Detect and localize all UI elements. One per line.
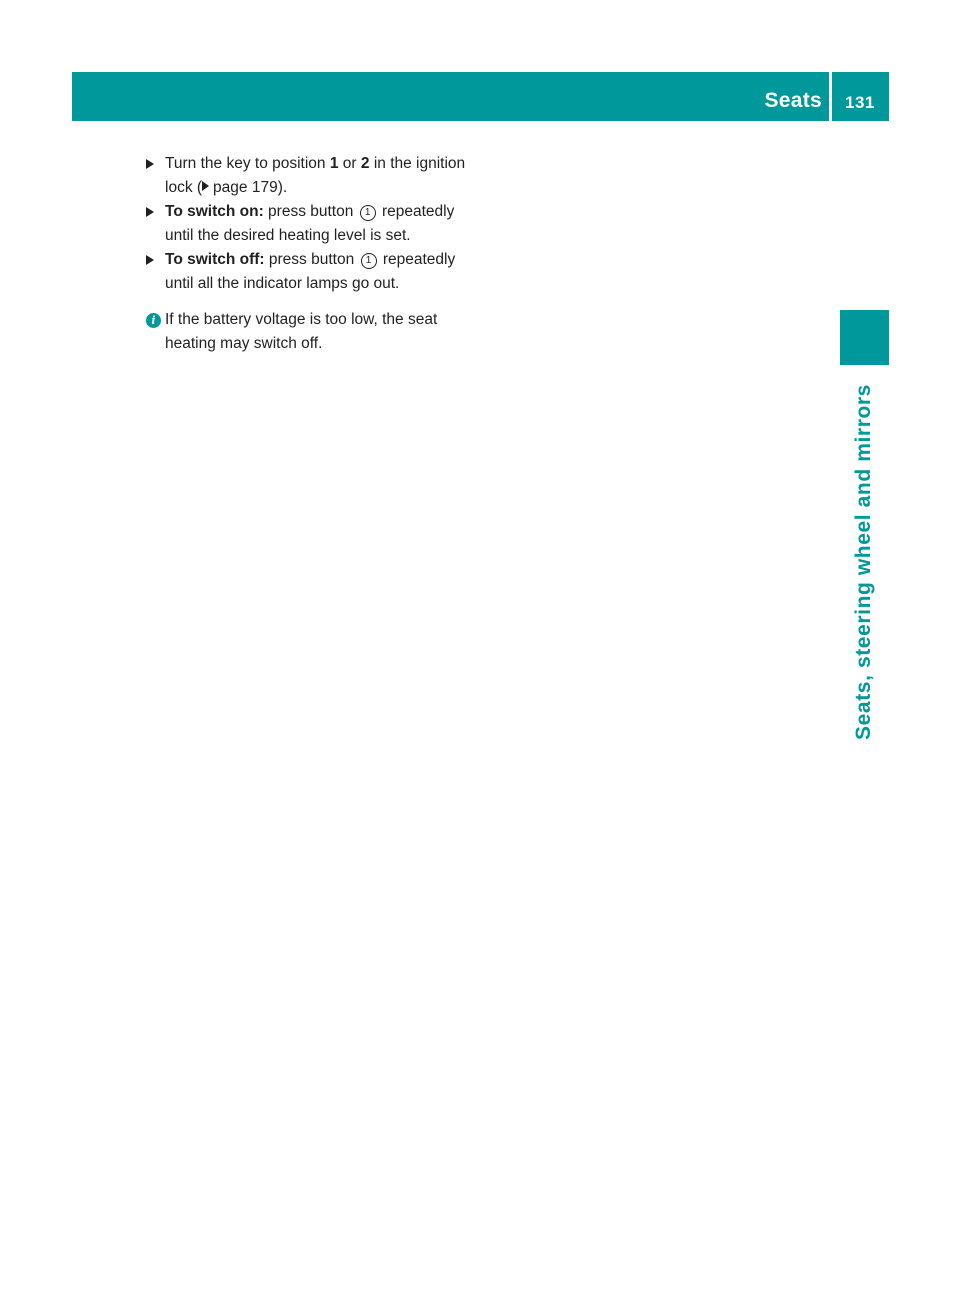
position-value: 2 bbox=[360, 155, 370, 172]
step-text: press button bbox=[263, 203, 358, 220]
header-divider bbox=[829, 72, 832, 121]
step-text: press button bbox=[264, 251, 359, 268]
step-text: repeatedly until all the indicator lamps go out. bbox=[165, 251, 456, 292]
note-text: If the battery voltage is too low, the seat heating may switch off. bbox=[165, 311, 438, 352]
position-value: 1 bbox=[329, 155, 339, 172]
step-text: Turn the key to position bbox=[165, 155, 330, 172]
info-note bbox=[146, 308, 486, 356]
step-item bbox=[146, 248, 486, 296]
step-label: To switch off: bbox=[165, 251, 265, 268]
page-reference-link[interactable]: page 179). bbox=[213, 179, 288, 196]
main-content bbox=[146, 152, 486, 356]
step-item bbox=[146, 200, 486, 248]
chapter-label: Seats, steering wheel and mirrors bbox=[852, 384, 875, 740]
info-icon: i bbox=[146, 313, 161, 328]
step-arrow-icon bbox=[146, 159, 154, 169]
page-number: 131 bbox=[845, 93, 875, 112]
callout-number-icon: 1 bbox=[361, 253, 377, 269]
chapter-tab bbox=[840, 310, 889, 365]
callout-number-icon: 1 bbox=[360, 205, 376, 221]
step-arrow-icon bbox=[146, 207, 154, 217]
section-title: Seats bbox=[764, 89, 822, 112]
reference-arrow-icon bbox=[202, 181, 209, 191]
step-text: repeatedly until the desired heating level is set. bbox=[165, 203, 455, 244]
step-arrow-icon bbox=[146, 255, 154, 265]
step-text: or bbox=[338, 155, 361, 172]
step-text: in the ignition lock ( bbox=[165, 155, 466, 196]
step-item bbox=[146, 152, 486, 200]
step-label: To switch on: bbox=[165, 203, 264, 220]
